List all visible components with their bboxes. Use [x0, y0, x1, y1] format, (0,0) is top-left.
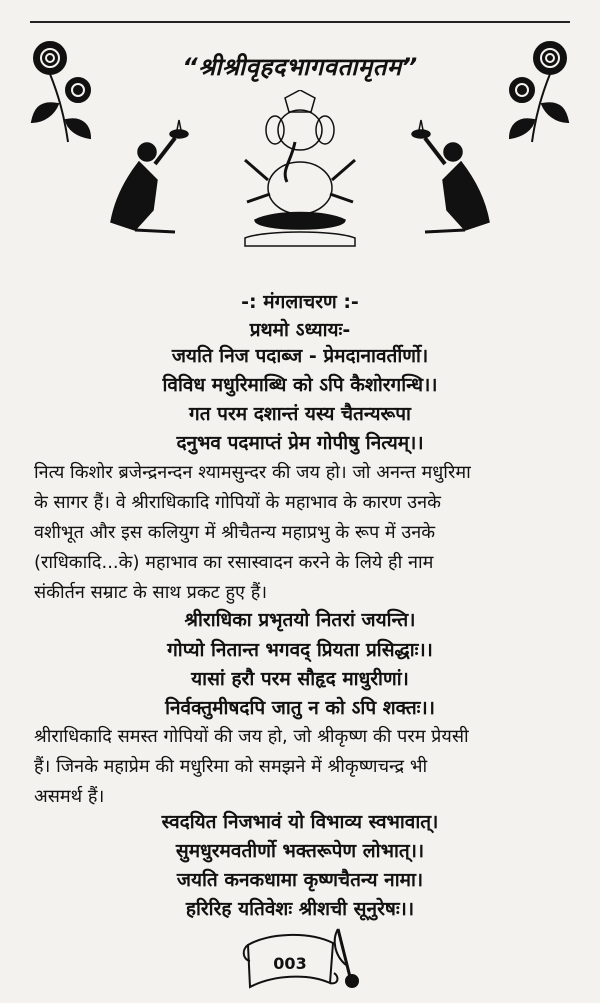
verse-line: जयति निज पदाब्ज - प्रेमदानावर्तीर्णो।: [171, 345, 429, 367]
scroll-with-quill-icon: [238, 925, 368, 995]
verse-line: निर्वक्तुमीषदपि जातु न को ऽपि शक्तः।।: [165, 697, 435, 719]
prose-line: असमर्थ हैं।: [34, 786, 105, 807]
verse-line: जयति कनकधामा कृष्णचैतन्य नामा।: [176, 869, 424, 891]
prose-line: नित्य किशोर ब्रजेन्द्रनन्दन श्यामसुन्दर की जय हो। जो अनन्त मधुरिमा: [34, 462, 471, 483]
deity-figure: [245, 90, 355, 246]
prose-line: हैं। जिनके महाप्रेम की मधुरिमा को समझने में श्रीकृष्णचन्द्र भी: [34, 756, 428, 777]
verse-line: यासां हरौ परम सौहृद माधुरीणां।: [191, 668, 409, 690]
top-rule: [30, 21, 570, 23]
prose-line: वशीभूत और इस कलियुग में श्रीचैतन्य महाप्रभु के रूप में उनके: [34, 522, 436, 543]
devotee-right-figure: [412, 120, 489, 232]
verse-line: गोप्यो नितान्त भगवद् प्रियता प्रसिद्धाः।।: [167, 639, 433, 661]
book-title: “श्रीश्रीवृहदभागवतामृतम”: [182, 53, 418, 81]
prose-line: के सागर हैं। वे श्रीराधिकादि गोपियों के महाभाव के कारण उनके: [34, 492, 441, 513]
prose-line: (राधिकादि...के) महाभाव का रसास्वादन करने के लिये ही नाम: [34, 552, 434, 573]
prose-paragraph: [34, 722, 566, 812]
verse-line: दनुभव पदमाप्तं प्रेम गोपीषु नित्यम्।।: [176, 432, 424, 454]
ganesha-with-devotees-illustration: [95, 90, 505, 250]
section-heading: -: मंगलाचरण :-: [241, 291, 359, 313]
verse-line: स्वदयित निजभावं यो विभाव्य स्वभावात्।: [161, 811, 439, 833]
verse-line: हरिरिह यतिवेशः श्रीशची सूनुरेषः।।: [185, 898, 415, 920]
chapter-heading: प्रथमो ऽध्यायः-: [249, 319, 351, 341]
prose-line: संकीर्तन सम्राट के साथ प्रकट हुए हैं।: [34, 582, 268, 603]
prose-paragraph: [34, 458, 566, 608]
verse-line: सुमधुरमवतीर्णो भक्तरूपेण लोभात्।।: [175, 840, 425, 862]
page-number: 003: [273, 954, 307, 973]
verse-line: गत परम दशान्तं यस्य चैतन्यरूपा: [189, 403, 411, 425]
verse-line: श्रीराधिका प्रभृतयो नितरां जयन्ति।: [184, 609, 416, 631]
prose-line: श्रीराधिकादि समस्त गोपियों की जय हो, जो श्रीकृष्ण की परम प्रेयसी: [34, 726, 469, 747]
devotee-left-figure: [111, 120, 188, 232]
verse-line: विविध मधुरिमाब्धि को ऽपि कैशोरगन्धि।।: [162, 374, 438, 396]
